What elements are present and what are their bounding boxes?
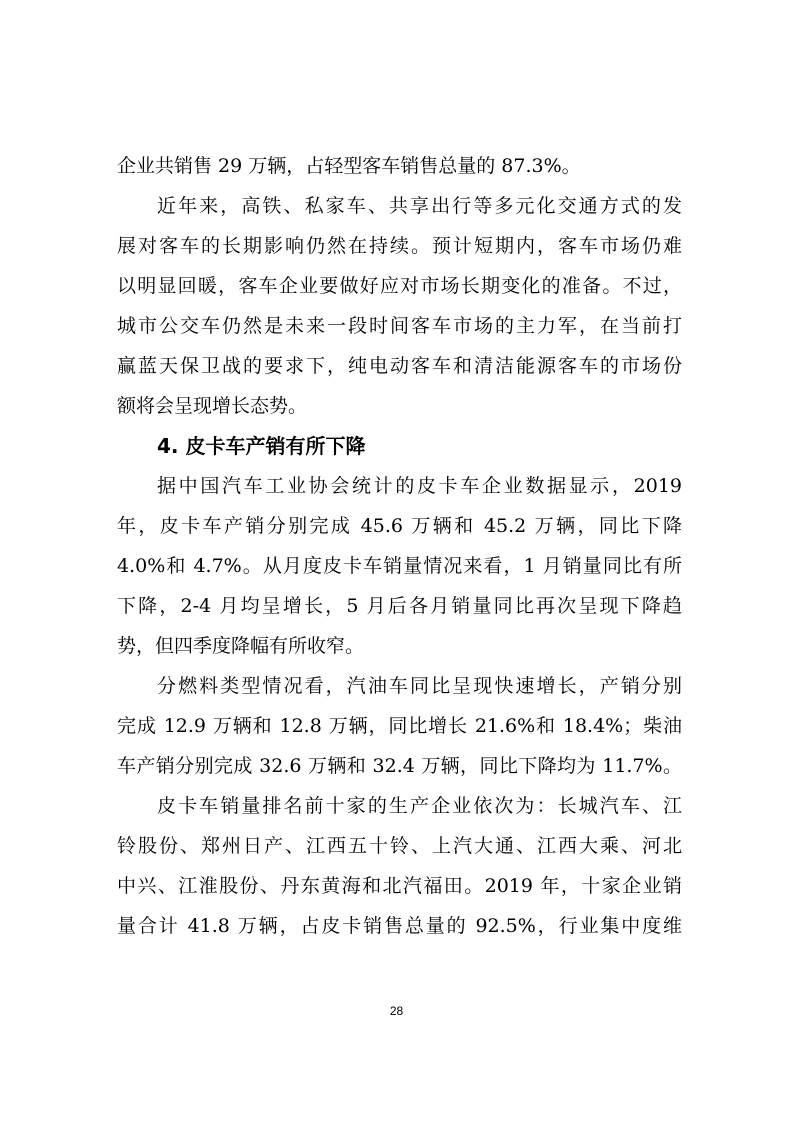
text-line: 以明显回暖，客车企业要做好应对市场长期变化的准备。不过， [117,275,682,297]
paragraph-pickup-sales [117,466,682,666]
text-line: 量合计 41.8 万辆，占皮卡销售总量的 92.5%，行业集中度维 [117,915,682,937]
text-line: 据中国汽车工业协会统计的皮卡车企业数据显示，2019 [157,475,682,497]
paragraph-top-ten [117,786,682,946]
text-line: 城市公交车仍然是未来一段时间客车市场的主力军，在当前打 [117,315,682,337]
text-line: 赢蓝天保卫战的要求下，纯电动客车和清洁能源客车的市场份 [117,355,682,377]
text-line: 下降，2-4 月均呈增长，5 月后各月销量同比再次呈现下降趋 [117,595,682,617]
text-line: 年，皮卡车产销分别完成 45.6 万辆和 45.2 万辆，同比下降 [117,515,682,537]
text-line: 完成 12.9 万辆和 12.8 万辆，同比增长 21.6%和 18.4%；柴油 [117,715,682,737]
section-heading: 4. 皮卡车产销有所下降 [157,434,366,458]
text-line: 车产销分别完成 32.6 万辆和 32.4 万辆，同比下降均为 11.7%。 [117,755,682,777]
page-number: 28 [389,1004,404,1018]
text-line: 中兴、江淮股份、丹东黄海和北汽福田。2019 年，十家企业销 [117,875,682,897]
text-line: 额将会呈现增长态势。 [117,395,308,417]
paragraph-bus-outlook [117,186,682,426]
text-line: 展对客车的长期影响仍然在持续。预计短期内，客车市场仍难 [117,235,682,257]
text-line: 分燃料类型情况看，汽油车同比呈现快速增长，产销分别 [157,675,682,697]
text-line: 企业共销售 29 万辆，占轻型客车销售总量的 87.3%。 [117,155,581,177]
body-text [117,146,682,946]
text-line: 铃股份、郑州日产、江西五十铃、上汽大通、江西大乘、河北 [117,835,682,857]
paragraph-fuel-type [117,666,682,786]
paragraph-continuation [117,146,682,186]
text-line: 近年来，高铁、私家车、共享出行等多元化交通方式的发 [157,195,682,217]
text-line: 势，但四季度降幅有所收窄。 [117,635,365,657]
text-line: 皮卡车销量排名前十家的生产企业依次为：长城汽车、江 [157,795,682,817]
text-line: 4.0%和 4.7%。从月度皮卡车销量情况来看，1 月销量同比有所 [117,555,682,577]
